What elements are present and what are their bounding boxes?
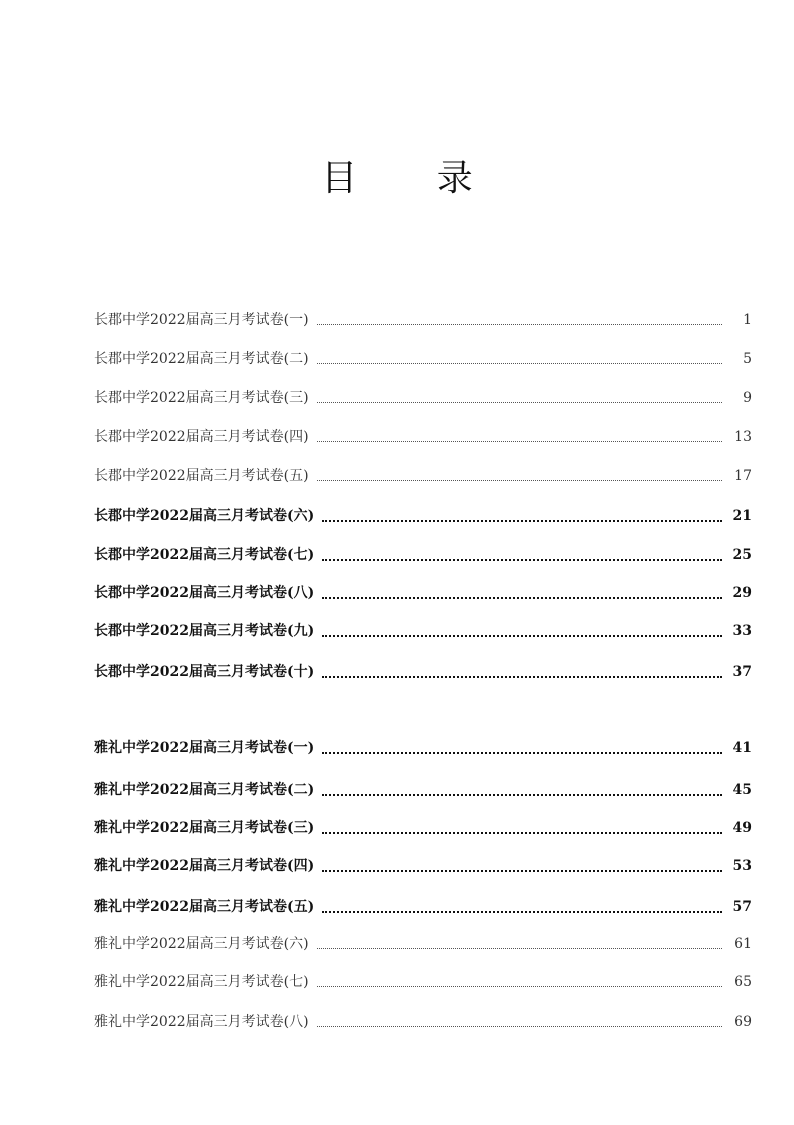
dot-leader	[317, 440, 722, 442]
dot-leader	[317, 479, 722, 481]
toc-entry[interactable]	[94, 971, 752, 993]
toc-entry[interactable]	[94, 582, 752, 604]
toc-entry[interactable]	[94, 933, 752, 955]
dot-leader	[317, 362, 722, 364]
dot-leader	[317, 323, 722, 325]
toc-entry-page: 45	[732, 782, 752, 798]
dot-leader	[317, 947, 722, 949]
toc-entry-page: 53	[732, 858, 752, 874]
dot-leader	[317, 985, 722, 987]
toc-entry-label: 雅礼中学2022届高三月考试卷(六)	[94, 936, 309, 952]
toc-entry-page: 65	[734, 974, 752, 990]
toc-entry-label: 雅礼中学2022届高三月考试卷(二)	[94, 782, 315, 798]
toc-entry-label: 长郡中学2022届高三月考试卷(二)	[94, 351, 309, 367]
toc-entry-page: 21	[732, 508, 752, 524]
toc-entry[interactable]	[94, 505, 752, 527]
toc-entry-page: 17	[734, 468, 752, 484]
dot-leader	[322, 910, 722, 913]
dot-leader	[322, 519, 722, 522]
toc-entry-label: 长郡中学2022届高三月考试卷(七)	[94, 547, 315, 563]
toc-entry[interactable]	[94, 779, 752, 801]
toc-entry-page: 49	[732, 820, 752, 836]
toc-entry-label: 长郡中学2022届高三月考试卷(四)	[94, 429, 309, 445]
toc-entry-page: 57	[732, 899, 752, 915]
dot-leader	[322, 558, 722, 561]
toc-entry-label: 雅礼中学2022届高三月考试卷(一)	[94, 740, 315, 756]
toc-entry-page: 29	[732, 585, 752, 601]
toc-entry-page: 9	[743, 390, 752, 406]
toc-entry-page: 41	[732, 740, 752, 756]
toc-entry-page: 69	[734, 1014, 752, 1030]
toc-entry-page: 1	[743, 312, 752, 328]
toc-entry[interactable]	[94, 426, 752, 448]
toc-entry-label: 雅礼中学2022届高三月考试卷(七)	[94, 974, 309, 990]
toc-entry-label: 长郡中学2022届高三月考试卷(五)	[94, 468, 309, 484]
dot-leader	[322, 596, 722, 599]
toc-entry-label: 雅礼中学2022届高三月考试卷(四)	[94, 858, 315, 874]
toc-entry-label: 长郡中学2022届高三月考试卷(九)	[94, 623, 315, 639]
toc-entry-page: 5	[743, 351, 752, 367]
toc-entry-page: 33	[732, 623, 752, 639]
toc-entry[interactable]	[94, 855, 752, 877]
toc-entry[interactable]	[94, 544, 752, 566]
toc-entry-page: 37	[732, 664, 752, 680]
toc-entry[interactable]	[94, 348, 752, 370]
dot-leader	[322, 831, 722, 834]
dot-leader	[322, 751, 722, 754]
toc-entry[interactable]	[94, 465, 752, 487]
toc-entry-label: 长郡中学2022届高三月考试卷(三)	[94, 390, 309, 406]
toc-entry[interactable]	[94, 309, 752, 331]
toc-entry-page: 25	[732, 547, 752, 563]
dot-leader	[322, 675, 722, 678]
toc-entry-label: 雅礼中学2022届高三月考试卷(八)	[94, 1014, 309, 1030]
dot-leader	[317, 401, 722, 403]
toc-entry-page: 13	[734, 429, 752, 445]
toc-entry-label: 雅礼中学2022届高三月考试卷(五)	[94, 899, 315, 915]
toc-entry-label: 雅礼中学2022届高三月考试卷(三)	[94, 820, 315, 836]
toc-entry-label: 长郡中学2022届高三月考试卷(六)	[94, 508, 315, 524]
toc-entry-label: 长郡中学2022届高三月考试卷(十)	[94, 664, 315, 680]
page-title: 目 录	[321, 158, 507, 199]
dot-leader	[317, 1025, 722, 1027]
dot-leader	[322, 793, 722, 796]
toc-entry[interactable]	[94, 661, 752, 683]
toc-entry-label: 长郡中学2022届高三月考试卷(八)	[94, 585, 315, 601]
toc-entry[interactable]	[94, 387, 752, 409]
toc-entry[interactable]	[94, 737, 752, 759]
toc-entry-page: 61	[734, 936, 752, 952]
toc-entry[interactable]	[94, 1011, 752, 1033]
toc-entry-label: 长郡中学2022届高三月考试卷(一)	[94, 312, 309, 328]
toc-entry[interactable]	[94, 896, 752, 918]
dot-leader	[322, 869, 722, 872]
dot-leader	[322, 634, 722, 637]
toc-entry[interactable]	[94, 817, 752, 839]
toc-entry[interactable]	[94, 620, 752, 642]
